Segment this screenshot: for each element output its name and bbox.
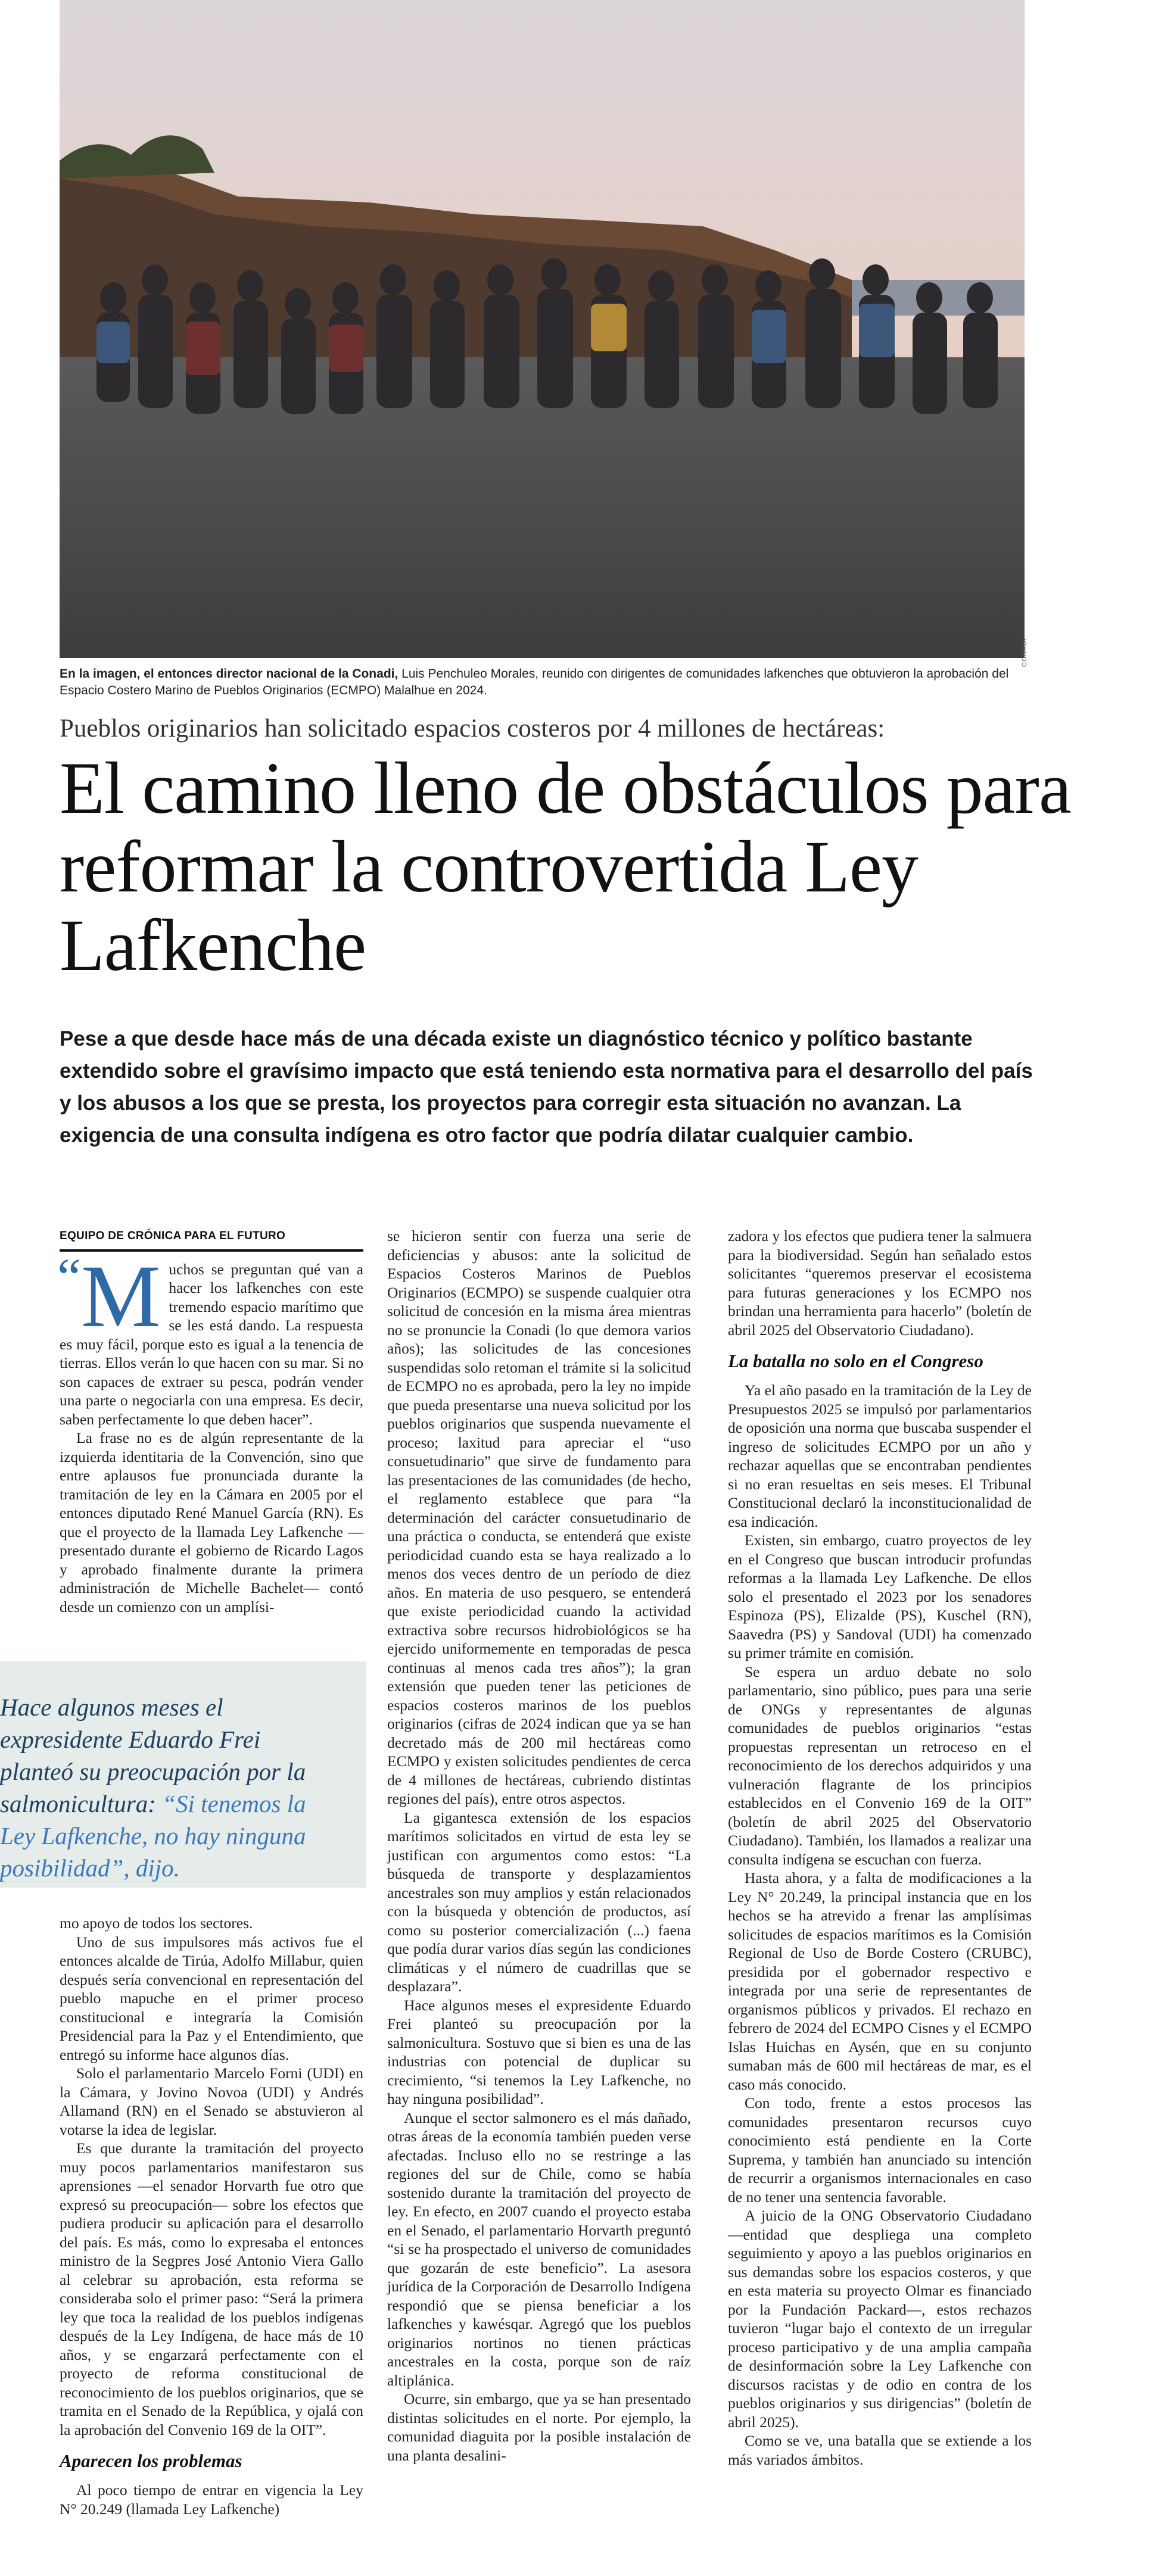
group-photo [60, 0, 1025, 658]
paragraph: Es que durante la tramitación del proyecto muy pocos parlamentarios manifestaron sus aprensiones —el senador Horvarth fue otro que expresó su preocupación— sobre los efectos que pudiera producir su aplicación para el desarrollo del país. Es más, como lo expresaba el entonces ministro de la Segpres José Antonio Viera Gallo al celebrar su aprobación, esta reforma se consideraba solo el primer paso: “Será la primera ley que toca la realidad de los pueblos indígenas después de la Ley Indígena, de hace más de 10 años, y se engarzará perfectamente con el proyecto de reforma constitucional de reconocimiento de los pueblos originarios, que se tramita en el Senado de la República, y ojalá con la aprobación del Convenio 169 de la OIT”. [60, 2140, 363, 2438]
subhead: Aparecen los problemas [60, 2450, 242, 2471]
pull-quote-gap [60, 1616, 363, 1914]
photo-credit: CONADI [1021, 638, 1028, 667]
paragraph: Hasta ahora, y a falta de modificaciones a la Ley N° 20.249, la principal instancia que en los hechos se ha atrevido a frenar las amplísimas solicitudes de espacios marítimos es la Comisión Regional de Uso de Borde Costero (CRUBC), presidida por el gobernador respectivo e integrada por una serie de representantes de organismos públicos y privados. El rechazo en febrero de 2024 del ECMPO Cisnes y el ECMPO Islas Huichas en Aysén, que en su conjunto sumaban más de 600 mil hectáreas de mar, es el caso más conocido. [728, 1869, 1032, 2093]
paragraph: Ya el año pasado en la tramitación de la Ley de Presupuestos 2025 se impulsó por parlamentarios de oposición una norma que buscaba suspender el ingreso de solicitudes ECMPO por un año y rechazar aquellas que se encontraban pendientes si no eran resueltas en seis meses. El Tribunal Constitucional declaró la inconstitucionalidad de esa indicación. [728, 1381, 1032, 1530]
paragraph: Hace algunos meses el expresidente Eduardo Frei planteó su preocupación por la salmonicultura. Sostuvo que si bien es una de las industrias con potencial de duplicar su crecimiento, “si tenemos la Ley Lafkenche, no hay ninguna posibilidad”. [387, 1996, 691, 2107]
paragraph-text: uchos se preguntan qué van a hacer los lafkenches con este tremendo espacio marítimo que se les está dando. La respuesta es muy fácil, porque esto es igual a la tenencia de tierras. Ellos verán lo que hacen con su mar. Si no son capaces de extraer su pesca, podrán vender una parte o negociarla con una empresa. Es decir, saben perfectamente lo que deben hacer”. [60, 1260, 363, 1428]
paragraph: Con todo, frente a estos procesos las comunidades presentaron recursos cuyo conocimiento está pendiente en la Corte Suprema, y también han anunciado su intención de recurrir a organismos internacionales en caso de no tener una sentencia favorable. [728, 2094, 1032, 2206]
paragraph: Uno de sus impulsores más activos fue el entonces alcalde de Tirúa, Adolfo Millabur, quien después sería convencional en representación del pueblo mapuche en el primer proceso constitucional e integraría la Comisión Presidencial para la Paz y el Entendimiento, que entregó su informe hace algunos días. [60, 1933, 363, 2063]
paragraph: Al poco tiempo de entrar en vigencia la Ley N° 20.249 (llamada Ley Lafkenche) [60, 2481, 363, 2518]
paragraph: Existen, sin embargo, cuatro proyectos de ley en el Congreso que buscan introducir profundas reformas a la llamada Ley Lafkenche. De ellos solo el presentado el 2023 por los senadores Espinoza (PS), Elizalde (PS), Kuschel (RN), Saavedra (PS) y Sandoval (UDI) ha comenzado su primer trámite en comisión. [728, 1532, 1032, 1661]
paragraph: zadora y los efectos que pudiera tener la salmuera para la biodiversidad. Según han señalado estos solicitantes “queremos preservar el ecosistema para futuras generaciones y los ECMPO nos brindan una herramienta para hacerlo” (boletín de abril 2025 del Observatorio Ciudadano). [728, 1227, 1032, 1339]
paragraph: Se espera un arduo debate no solo parlamentario, sino público, pues para una serie de ONGs y representantes de algunas comunidades de pueblos originarios “estas propuestas representan un retroceso en el reconocimiento de los derechos adquiridos y una vulneración flagrante de los principios establecidos en el Convenio 169 de la OIT” (boletín de abril 2025 del Observatorio Ciudadano). También, los llamados a realizar una consulta indígena se escuchan con fuerza. [728, 1663, 1032, 1868]
paragraph: La frase no es de algún representante de la izquierda identitaria de la Convención, sino que entre aplausos fue pronunciada durante la tramitación de ley en la Cámara en 2005 por el entonces diputado René Manuel García (RN). Es que el proyecto de la llamada Ley Lafkenche —presentado durante el gobierno de Ricardo Lagos y aprobado finalmente durante la primera administración de Michelle Bachelet— contó desde un comienzo con un amplísi- [60, 1429, 363, 1616]
byline: EQUIPO DE CRÓNICA PARA EL FUTURO [60, 1227, 363, 1252]
caption-rest: Luis Penchuleo Morales, reunido con dirigentes de comunidades lafkenches que obtuvieron la aprobación del Espacio Costero Marino de Pueblos Originarios (ECMPO) Malalhue en 2024. [60, 667, 1009, 697]
paragraph: Solo el parlamentario Marcelo Forni (UDI) en la Cámara, y Jovino Novoa (UDI) y Andrés Allamand (RN) en el Senado se abstuvieron al votarse la idea de legislar. [60, 2064, 363, 2138]
deck: Pese a que desde hace más de una década existe un diagnóstico técnico y político bastante extendido sobre el gravísimo impacto que está teniendo esta normativa para el desarrollo del país y los abusos a los que se presta, los proyectos para corregir esta situación no avanzan. La exigencia de una consulta indígena es otro factor que podría dilatar cualquier cambio. [60, 1027, 1033, 1147]
article-photo [60, 0, 1025, 658]
open-quote-icon: “ [57, 1248, 81, 1307]
column-2 [387, 1227, 691, 2465]
pull-quote-text: Hace algunos meses el expresidente Eduardo Frei planteó su preocupación por la salmonicultura: [0, 1694, 306, 1817]
paragraph: se hicieron sentir con fuerza una serie de deficiencias y abusos: ante la solicitud de Espacios Costeros Marinos de Pueblos Originarios (ECMPO) se suspende cualquier otra solicitud de concesión en la misma área mientras no se pronuncie la Conadi (lo que demora varios años); las solicitudes de las concesiones suspendidas solo retoman el trámite si la solicitud de ECMPO no es aprobada, pero la ley no impide que pueda presentarse una nueva solicitud por los pueblos originarios que suspenda nuevamente el proceso; laxitud para apreciar el “uso consuetudinario” que sirve de fundamento para las presentaciones de las comunidades (de hecho, el reglamento establece que para “la determinación del carácter consuetudinario de una práctica o conducta, se entenderá que existe periodicidad cuando esta se haya realizado a lo menos dos veces dentro de un período de diez años. En materia de uso pesquero, se entenderá que existe periodicidad cuando la actividad extractiva sobre recursos hidrobiológicos se ha ejercido uniformemente en temporadas de pesca continuas al menos cada tres años”); la gran extensión que pueden tener las peticiones de espacios costeros marinos de los pueblos originarios (cifras de 2024 indican que ya se han decretado más de 200 mil hectáreas como ECMPO y existen solicitudes pendientes de cerca de 4 millones de hectáreas, cubriendo distintas regiones del país), entre otros aspectos. [387, 1227, 691, 1807]
paragraph: La gigantesca extensión de los espacios marítimos solicitados en virtud de esta ley se justifican con argumentos como estos: “La búsqueda de transporte y desplazamientos ancestrales son muy amplios y están relacionados con la búsqueda y obtención de productos, así como su posterior comercialización (...) faena que podía durar varios días según las condiciones climáticas y el número de cuadrillas que se desplazara”. [387, 1808, 691, 1995]
paragraph: Como se ve, una batalla que se extiende a los más variados ámbitos. [728, 2432, 1032, 2468]
paragraph: Aunque el sector salmonero es el más dañado, otras áreas de la economía también pueden verse afectadas. Incluso ello no se restringe a las regiones del sur de Chile, como se había sostenido durante la tramitación del proyecto de ley. En efecto, en 2007 cuando el proyecto estaba en el Senado, el parlamentario Horvarth preguntó “si se ha prospectado el universo de comunidades que gozarán de este beneficio”. La asesora jurídica de la Corporación de Desarrollo Indígena respondió que se piensa beneficiar a los lafkenches y kawésqar. Agregó que los pueblos originarios nortinos no tienen prácticas ancestrales en la costa, porque son de raíz altiplánica. [387, 2109, 691, 2389]
subhead: La batalla no solo en el Congreso [728, 1351, 983, 1371]
paragraph: A juicio de la ONG Observatorio Ciudadano —entidad que despliega una completo seguimiento y apoyo a las pueblos originarios en sus demandas sobre los espacios costeros, y que en esta materia su proyecto Olmar es financiado por la Fundación Packard—, estos rechazos tuvieron “lugar bajo el contexto de un irregular proceso participativo y de una amplia campaña de desinformación sobre la Ley Lafkenche con discursos racistas y de odio en contra de los pueblos originarios y sus dirigencias” (boletín de abril 2025). [728, 2207, 1032, 2431]
headline: El camino lleno de obstáculos para reformar la controvertida Ley Lafkenche [60, 747, 1072, 986]
caption-lead: En la imagen, el entonces director nacional de la Conadi, [60, 667, 398, 681]
column-3 [728, 1227, 1032, 2469]
kicker: Pueblos originarios han solicitado espacios costeros por 4 millones de hectáreas: [60, 715, 885, 743]
paragraph: Ocurre, sin embargo, que ya se han presentado distintas solicitudes en el norte. Por ejemplo, la comunidad diaguita por la posible instalación de una planta desalini- [387, 2390, 691, 2464]
paragraph: mo apoyo de todos los sectores. [60, 1914, 253, 1932]
pull-quote-highlight: “Si tenemos la Ley Lafkenche, no hay ninguna posibilidad”, dijo. [0, 1790, 306, 1882]
photo-caption [60, 666, 1025, 699]
drop-cap: M [80, 1246, 161, 1346]
column-1 [57, 1227, 363, 2518]
paragraph [57, 1246, 363, 1429]
